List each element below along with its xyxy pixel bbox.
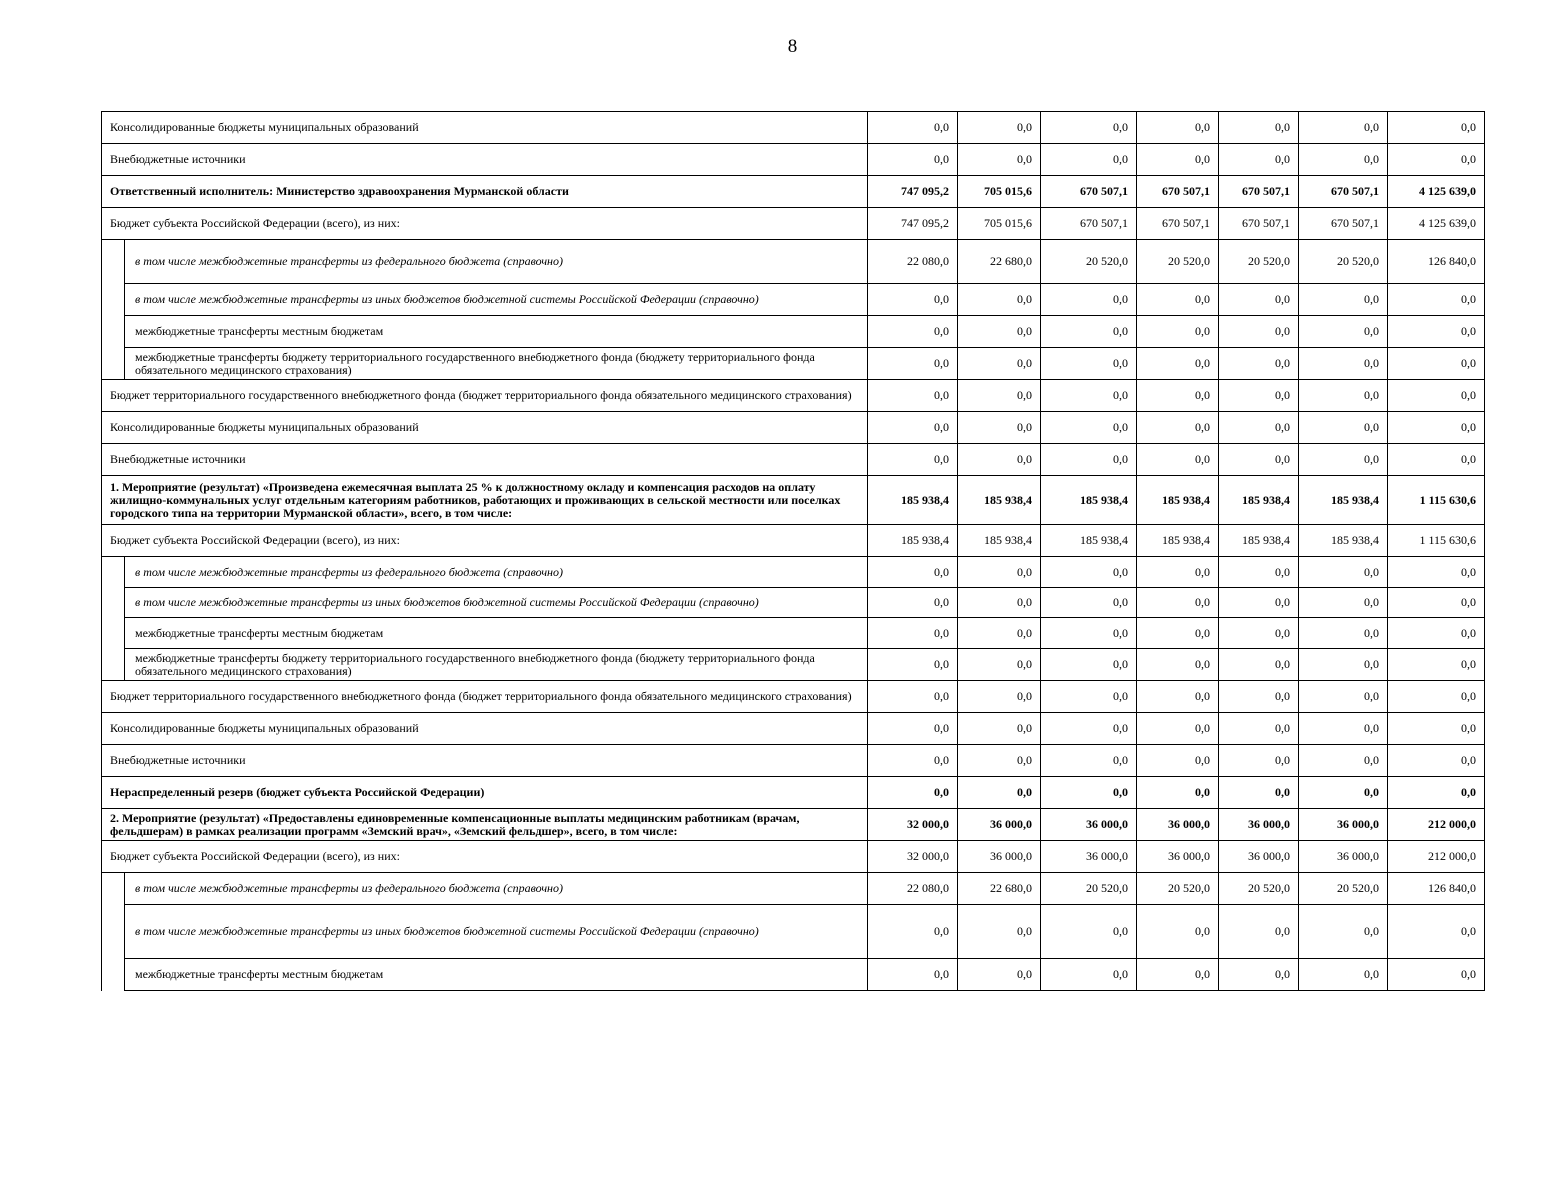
value-cell: 20 520,0 bbox=[1219, 873, 1299, 905]
value-cell: 0,0 bbox=[1137, 557, 1219, 588]
value-cell: 36 000,0 bbox=[1041, 841, 1137, 873]
value-cell: 0,0 bbox=[1388, 745, 1485, 777]
value-cell: 670 507,1 bbox=[1299, 208, 1388, 240]
value-cell: 0,0 bbox=[1219, 618, 1299, 649]
value-cell: 0,0 bbox=[1219, 380, 1299, 412]
value-cell: 0,0 bbox=[1299, 112, 1388, 144]
value-cell: 0,0 bbox=[1041, 905, 1137, 959]
value-cell: 0,0 bbox=[1137, 618, 1219, 649]
value-cell: 0,0 bbox=[958, 713, 1041, 745]
value-cell: 0,0 bbox=[1137, 380, 1219, 412]
value-cell: 0,0 bbox=[1137, 112, 1219, 144]
value-cell: 0,0 bbox=[868, 444, 958, 476]
row-label: в том числе межбюджетные трансферты из иных бюджетов бюджетной системы Российской Федерации (справочно) bbox=[125, 905, 868, 959]
table-row bbox=[102, 841, 1485, 873]
value-cell: 22 680,0 bbox=[958, 240, 1041, 284]
value-cell: 0,0 bbox=[1299, 444, 1388, 476]
value-cell: 0,0 bbox=[1299, 316, 1388, 348]
value-cell: 20 520,0 bbox=[1299, 240, 1388, 284]
value-cell: 185 938,4 bbox=[1299, 525, 1388, 557]
value-cell: 212 000,0 bbox=[1388, 809, 1485, 841]
table-row bbox=[102, 681, 1485, 713]
value-cell: 0,0 bbox=[868, 745, 958, 777]
value-cell: 0,0 bbox=[1299, 905, 1388, 959]
value-cell: 0,0 bbox=[1219, 588, 1299, 618]
value-cell: 0,0 bbox=[1299, 557, 1388, 588]
value-cell: 0,0 bbox=[1137, 681, 1219, 713]
value-cell: 0,0 bbox=[1219, 681, 1299, 713]
value-cell: 0,0 bbox=[1388, 144, 1485, 176]
value-cell: 36 000,0 bbox=[1041, 809, 1137, 841]
value-cell: 20 520,0 bbox=[1041, 873, 1137, 905]
value-cell: 0,0 bbox=[1299, 412, 1388, 444]
value-cell: 20 520,0 bbox=[1299, 873, 1388, 905]
value-cell: 0,0 bbox=[868, 557, 958, 588]
value-cell: 0,0 bbox=[868, 618, 958, 649]
value-cell: 0,0 bbox=[868, 777, 958, 809]
value-cell: 0,0 bbox=[1388, 649, 1485, 681]
row-label: Внебюджетные источники bbox=[102, 144, 868, 176]
value-cell: 22 080,0 bbox=[868, 240, 958, 284]
value-cell: 0,0 bbox=[1388, 412, 1485, 444]
row-label: в том числе межбюджетные трансферты из федерального бюджета (справочно) bbox=[125, 873, 868, 905]
value-cell: 0,0 bbox=[1388, 444, 1485, 476]
value-cell: 747 095,2 bbox=[868, 176, 958, 208]
value-cell: 0,0 bbox=[1137, 316, 1219, 348]
row-label: Бюджет субъекта Российской Федерации (всего), из них: bbox=[102, 841, 868, 873]
value-cell: 185 938,4 bbox=[1041, 525, 1137, 557]
row-label: межбюджетные трансферты бюджету территориального государственного внебюджетного фонда (бюджету территориального фонда обязательного медицинского страхования) bbox=[125, 348, 868, 380]
row-label: Бюджет территориального государственного внебюджетного фонда (бюджет территориального фонда обязательного медицинского страхования) bbox=[102, 380, 868, 412]
value-cell: 747 095,2 bbox=[868, 208, 958, 240]
value-cell: 0,0 bbox=[958, 588, 1041, 618]
value-cell: 0,0 bbox=[1137, 588, 1219, 618]
value-cell: 0,0 bbox=[1041, 588, 1137, 618]
value-cell: 0,0 bbox=[1299, 348, 1388, 380]
value-cell: 36 000,0 bbox=[1299, 809, 1388, 841]
row-label: межбюджетные трансферты местным бюджетам bbox=[125, 316, 868, 348]
value-cell: 0,0 bbox=[958, 284, 1041, 316]
value-cell: 0,0 bbox=[1137, 745, 1219, 777]
table-row bbox=[102, 745, 1485, 777]
value-cell: 0,0 bbox=[1137, 348, 1219, 380]
value-cell: 0,0 bbox=[1219, 412, 1299, 444]
value-cell: 0,0 bbox=[958, 380, 1041, 412]
value-cell: 0,0 bbox=[1041, 777, 1137, 809]
value-cell: 0,0 bbox=[868, 713, 958, 745]
row-label: Консолидированные бюджеты муниципальных образований bbox=[102, 713, 868, 745]
value-cell: 22 680,0 bbox=[958, 873, 1041, 905]
value-cell: 0,0 bbox=[958, 348, 1041, 380]
value-cell: 670 507,1 bbox=[1219, 208, 1299, 240]
row-label: в том числе межбюджетные трансферты из иных бюджетов бюджетной системы Российской Федерации (справочно) bbox=[125, 588, 868, 618]
value-cell: 0,0 bbox=[1041, 412, 1137, 444]
value-cell: 0,0 bbox=[868, 316, 958, 348]
value-cell: 0,0 bbox=[1219, 713, 1299, 745]
table-row bbox=[102, 649, 1485, 681]
value-cell: 0,0 bbox=[1041, 284, 1137, 316]
value-cell: 0,0 bbox=[1299, 959, 1388, 991]
table-row bbox=[102, 873, 1485, 905]
table-row bbox=[102, 380, 1485, 412]
value-cell: 0,0 bbox=[1219, 144, 1299, 176]
value-cell: 0,0 bbox=[868, 144, 958, 176]
value-cell: 32 000,0 bbox=[868, 809, 958, 841]
value-cell: 0,0 bbox=[958, 444, 1041, 476]
value-cell: 0,0 bbox=[1137, 412, 1219, 444]
value-cell: 0,0 bbox=[1137, 284, 1219, 316]
row-label: Внебюджетные источники bbox=[102, 745, 868, 777]
row-label: межбюджетные трансферты бюджету территориального государственного внебюджетного фонда (бюджету территориального фонда обязательного медицинского страхования) bbox=[125, 649, 868, 681]
value-cell: 0,0 bbox=[1041, 557, 1137, 588]
value-cell: 126 840,0 bbox=[1388, 240, 1485, 284]
value-cell: 0,0 bbox=[958, 412, 1041, 444]
row-label: Бюджет субъекта Российской Федерации (всего), из них: bbox=[102, 208, 868, 240]
value-cell: 0,0 bbox=[1299, 380, 1388, 412]
value-cell: 0,0 bbox=[1299, 588, 1388, 618]
value-cell: 0,0 bbox=[1041, 745, 1137, 777]
row-label: межбюджетные трансферты местным бюджетам bbox=[125, 618, 868, 649]
value-cell: 0,0 bbox=[958, 959, 1041, 991]
table-row bbox=[102, 713, 1485, 745]
value-cell: 0,0 bbox=[1137, 905, 1219, 959]
value-cell: 0,0 bbox=[1388, 905, 1485, 959]
value-cell: 0,0 bbox=[1041, 380, 1137, 412]
row-label: 1. Мероприятие (результат) «Произведена ежемесячная выплата 25 % к должностному окладу и компенсация расходов на оплату жилищно-коммунальных услуг отдельным категориям работников, работающих и проживающих в сельской местности или поселках городского типа на территории Мурманской области», всего, в том числе: bbox=[102, 476, 868, 525]
value-cell: 126 840,0 bbox=[1388, 873, 1485, 905]
value-cell: 20 520,0 bbox=[1041, 240, 1137, 284]
value-cell: 0,0 bbox=[1041, 348, 1137, 380]
table-row bbox=[102, 905, 1485, 959]
value-cell: 36 000,0 bbox=[958, 809, 1041, 841]
value-cell: 670 507,1 bbox=[1137, 176, 1219, 208]
row-label: Ответственный исполнитель: Министерство здравоохранения Мурманской области bbox=[102, 176, 868, 208]
value-cell: 670 507,1 bbox=[1219, 176, 1299, 208]
value-cell: 0,0 bbox=[1299, 681, 1388, 713]
value-cell: 670 507,1 bbox=[1137, 208, 1219, 240]
value-cell: 20 520,0 bbox=[1219, 240, 1299, 284]
value-cell: 0,0 bbox=[958, 316, 1041, 348]
table-row bbox=[102, 208, 1485, 240]
value-cell: 185 938,4 bbox=[1219, 525, 1299, 557]
value-cell: 0,0 bbox=[1041, 618, 1137, 649]
table-row bbox=[102, 809, 1485, 841]
value-cell: 20 520,0 bbox=[1137, 873, 1219, 905]
value-cell: 0,0 bbox=[958, 112, 1041, 144]
value-cell: 185 938,4 bbox=[868, 525, 958, 557]
value-cell: 0,0 bbox=[868, 348, 958, 380]
value-cell: 0,0 bbox=[1219, 959, 1299, 991]
value-cell: 0,0 bbox=[1299, 777, 1388, 809]
page-number: 8 bbox=[787, 36, 798, 57]
value-cell: 0,0 bbox=[1041, 713, 1137, 745]
value-cell: 0,0 bbox=[1388, 112, 1485, 144]
table-row bbox=[102, 144, 1485, 176]
value-cell: 0,0 bbox=[958, 777, 1041, 809]
value-cell: 670 507,1 bbox=[1041, 208, 1137, 240]
value-cell: 0,0 bbox=[1137, 144, 1219, 176]
value-cell: 0,0 bbox=[1388, 284, 1485, 316]
table-row bbox=[102, 348, 1485, 380]
value-cell: 185 938,4 bbox=[1041, 476, 1137, 525]
table-row bbox=[102, 412, 1485, 444]
value-cell: 0,0 bbox=[1137, 649, 1219, 681]
value-cell: 0,0 bbox=[1299, 144, 1388, 176]
value-cell: 0,0 bbox=[868, 649, 958, 681]
table-row bbox=[102, 284, 1485, 316]
table-row bbox=[102, 444, 1485, 476]
value-cell: 36 000,0 bbox=[1219, 841, 1299, 873]
value-cell: 185 938,4 bbox=[1137, 525, 1219, 557]
value-cell: 0,0 bbox=[958, 557, 1041, 588]
row-label: межбюджетные трансферты местным бюджетам bbox=[125, 959, 868, 991]
value-cell: 0,0 bbox=[1041, 112, 1137, 144]
table-row bbox=[102, 476, 1485, 525]
value-cell: 0,0 bbox=[958, 905, 1041, 959]
value-cell: 0,0 bbox=[1388, 777, 1485, 809]
value-cell: 36 000,0 bbox=[1219, 809, 1299, 841]
row-label: Бюджет территориального государственного внебюджетного фонда (бюджет территориального фонда обязательного медицинского страхования) bbox=[102, 681, 868, 713]
row-label: Нераспределенный резерв (бюджет субъекта Российской Федерации) bbox=[102, 777, 868, 809]
value-cell: 0,0 bbox=[1219, 284, 1299, 316]
value-cell: 0,0 bbox=[1219, 348, 1299, 380]
value-cell: 0,0 bbox=[958, 649, 1041, 681]
value-cell: 36 000,0 bbox=[1137, 841, 1219, 873]
value-cell: 0,0 bbox=[1219, 745, 1299, 777]
table-row bbox=[102, 176, 1485, 208]
value-cell: 0,0 bbox=[1041, 316, 1137, 348]
value-cell: 0,0 bbox=[868, 588, 958, 618]
value-cell: 185 938,4 bbox=[1219, 476, 1299, 525]
value-cell: 0,0 bbox=[1219, 905, 1299, 959]
value-cell: 4 125 639,0 bbox=[1388, 176, 1485, 208]
value-cell: 185 938,4 bbox=[958, 525, 1041, 557]
row-label: Бюджет субъекта Российской Федерации (всего), из них: bbox=[102, 525, 868, 557]
value-cell: 36 000,0 bbox=[1137, 809, 1219, 841]
value-cell: 185 938,4 bbox=[1137, 476, 1219, 525]
value-cell: 0,0 bbox=[1388, 380, 1485, 412]
value-cell: 0,0 bbox=[1137, 713, 1219, 745]
value-cell: 0,0 bbox=[1388, 588, 1485, 618]
budget-table bbox=[101, 111, 1485, 991]
value-cell: 1 115 630,6 bbox=[1388, 476, 1485, 525]
value-cell: 0,0 bbox=[1219, 444, 1299, 476]
value-cell: 32 000,0 bbox=[868, 841, 958, 873]
table-row bbox=[102, 777, 1485, 809]
value-cell: 0,0 bbox=[1041, 144, 1137, 176]
value-cell: 0,0 bbox=[958, 745, 1041, 777]
value-cell: 0,0 bbox=[868, 112, 958, 144]
value-cell: 0,0 bbox=[1299, 618, 1388, 649]
value-cell: 4 125 639,0 bbox=[1388, 208, 1485, 240]
value-cell: 0,0 bbox=[868, 681, 958, 713]
value-cell: 670 507,1 bbox=[1041, 176, 1137, 208]
value-cell: 0,0 bbox=[1299, 284, 1388, 316]
value-cell: 0,0 bbox=[1299, 713, 1388, 745]
table-row bbox=[102, 557, 1485, 588]
value-cell: 185 938,4 bbox=[1299, 476, 1388, 525]
value-cell: 0,0 bbox=[1388, 557, 1485, 588]
indent-cell bbox=[102, 557, 125, 681]
row-label: 2. Мероприятие (результат) «Предоставлены единовременные компенсационные выплаты медицинским работникам (врачам, фельдшерам) в рамках реализации программ «Земский врач», «Земский фельдшер», всего, в том числе: bbox=[102, 809, 868, 841]
value-cell: 36 000,0 bbox=[1299, 841, 1388, 873]
value-cell: 670 507,1 bbox=[1299, 176, 1388, 208]
row-label: в том числе межбюджетные трансферты из федерального бюджета (справочно) bbox=[125, 557, 868, 588]
value-cell: 0,0 bbox=[1388, 681, 1485, 713]
value-cell: 0,0 bbox=[1219, 557, 1299, 588]
value-cell: 212 000,0 bbox=[1388, 841, 1485, 873]
row-label: в том числе межбюджетные трансферты из федерального бюджета (справочно) bbox=[125, 240, 868, 284]
value-cell: 0,0 bbox=[1219, 112, 1299, 144]
value-cell: 0,0 bbox=[1219, 777, 1299, 809]
value-cell: 0,0 bbox=[1137, 444, 1219, 476]
value-cell: 0,0 bbox=[1388, 618, 1485, 649]
value-cell: 0,0 bbox=[1041, 959, 1137, 991]
indent-cell bbox=[102, 240, 125, 380]
value-cell: 0,0 bbox=[1388, 316, 1485, 348]
value-cell: 0,0 bbox=[1299, 649, 1388, 681]
table-row bbox=[102, 316, 1485, 348]
value-cell: 0,0 bbox=[868, 412, 958, 444]
value-cell: 0,0 bbox=[868, 959, 958, 991]
value-cell: 20 520,0 bbox=[1137, 240, 1219, 284]
value-cell: 0,0 bbox=[868, 905, 958, 959]
value-cell: 0,0 bbox=[1299, 745, 1388, 777]
table-row bbox=[102, 525, 1485, 557]
value-cell: 185 938,4 bbox=[958, 476, 1041, 525]
value-cell: 0,0 bbox=[958, 681, 1041, 713]
value-cell: 0,0 bbox=[958, 618, 1041, 649]
value-cell: 36 000,0 bbox=[958, 841, 1041, 873]
value-cell: 0,0 bbox=[1137, 777, 1219, 809]
value-cell: 705 015,6 bbox=[958, 208, 1041, 240]
value-cell: 1 115 630,6 bbox=[1388, 525, 1485, 557]
value-cell: 22 080,0 bbox=[868, 873, 958, 905]
indent-cell bbox=[102, 873, 125, 991]
row-label: Консолидированные бюджеты муниципальных образований bbox=[102, 412, 868, 444]
row-label: Внебюджетные источники bbox=[102, 444, 868, 476]
value-cell: 0,0 bbox=[868, 380, 958, 412]
value-cell: 0,0 bbox=[1388, 959, 1485, 991]
value-cell: 0,0 bbox=[1219, 316, 1299, 348]
value-cell: 0,0 bbox=[1041, 444, 1137, 476]
value-cell: 0,0 bbox=[1137, 959, 1219, 991]
value-cell: 0,0 bbox=[1219, 649, 1299, 681]
value-cell: 0,0 bbox=[868, 284, 958, 316]
table-row bbox=[102, 112, 1485, 144]
value-cell: 0,0 bbox=[958, 144, 1041, 176]
value-cell: 0,0 bbox=[1388, 713, 1485, 745]
table-row bbox=[102, 240, 1485, 284]
value-cell: 705 015,6 bbox=[958, 176, 1041, 208]
row-label: Консолидированные бюджеты муниципальных образований bbox=[102, 112, 868, 144]
value-cell: 0,0 bbox=[1041, 681, 1137, 713]
row-label: в том числе межбюджетные трансферты из иных бюджетов бюджетной системы Российской Федерации (справочно) bbox=[125, 284, 868, 316]
value-cell: 0,0 bbox=[1041, 649, 1137, 681]
table-row bbox=[102, 588, 1485, 618]
table-row bbox=[102, 618, 1485, 649]
value-cell: 185 938,4 bbox=[868, 476, 958, 525]
table-row bbox=[102, 959, 1485, 991]
value-cell: 0,0 bbox=[1388, 348, 1485, 380]
